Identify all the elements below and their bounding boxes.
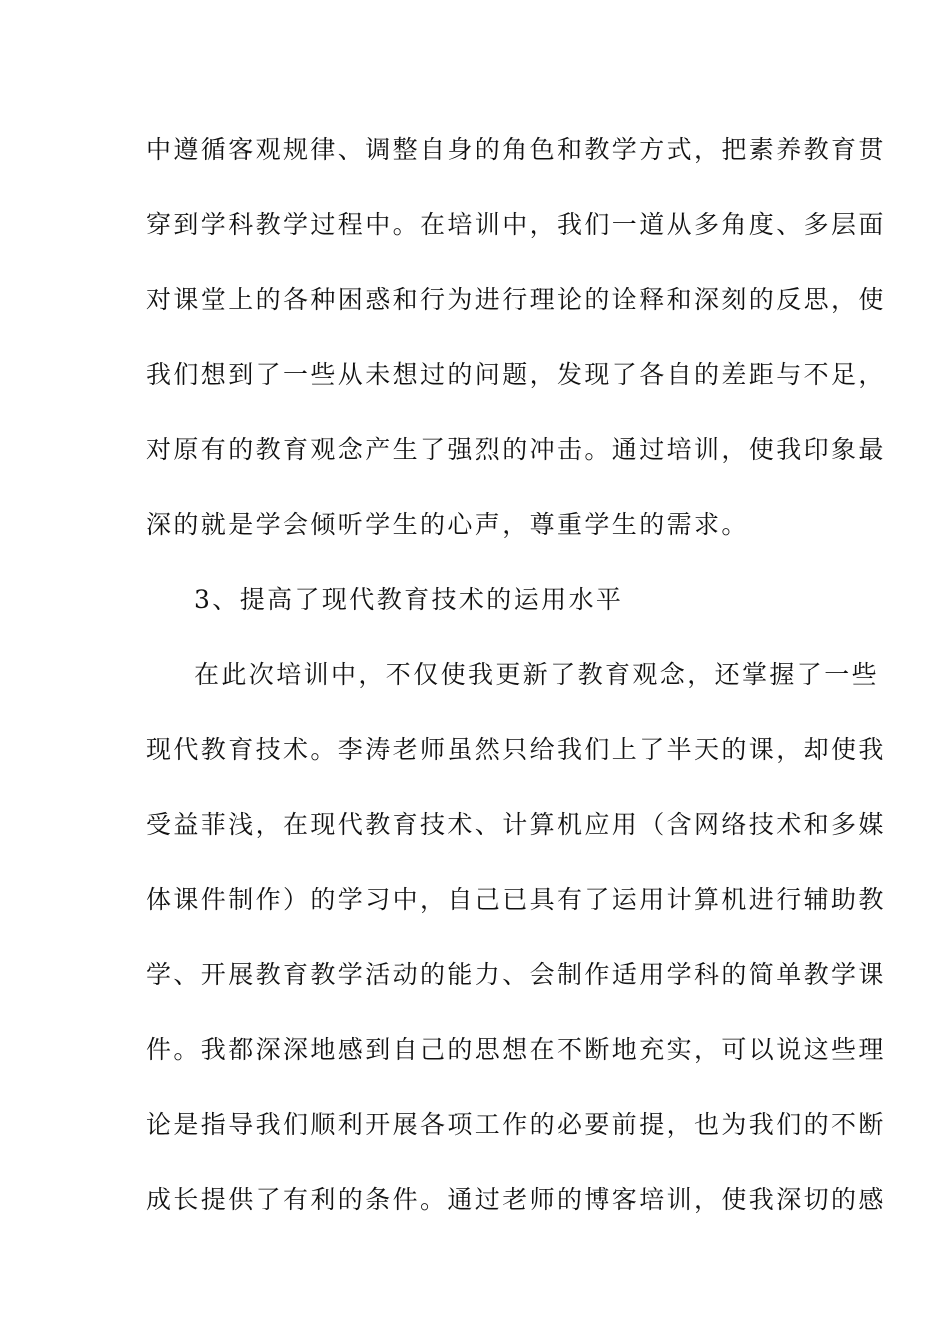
text-line: 现代教育技术。李涛老师虽然只给我们上了半天的课，却使我 [146,735,886,764]
text-line: 受益菲浅，在现代教育技术、计算机应用（含网络技术和多媒 [146,810,886,839]
text-line: 在此次培训中，不仅使我更新了教育观念，还掌握了一些 [194,660,880,689]
text-line: 穿到学科教学过程中。在培训中，我们一道从多角度、多层面 [146,210,886,239]
text-line: 成长提供了有利的条件。通过老师的博客培训，使我深切的感 [146,1185,886,1214]
text-line: 论是指导我们顺利开展各项工作的必要前提，也为我们的不断 [146,1110,886,1139]
text-line: 件。我都深深地感到自己的思想在不断地充实，可以说这些理 [146,1035,886,1064]
text-line: 对原有的教育观念产生了强烈的冲击。通过培训，使我印象最 [146,435,886,464]
text-line: 学、开展教育教学活动的能力、会制作适用学科的简单教学课 [146,960,886,989]
section-heading: 3、提高了现代教育技术的运用水平 [194,585,624,614]
text-line: 体课件制作）的学习中，自己已具有了运用计算机进行辅助教 [146,885,886,914]
text-line: 对课堂上的各种困惑和行为进行理论的诠释和深刻的反思，使 [146,285,886,314]
text-line: 我们想到了一些从未想过的问题，发现了各自的差距与不足， [146,360,886,389]
text-line: 中遵循客观规律、调整自身的角色和教学方式，把素养教育贯 [146,135,886,164]
text-line: 深的就是学会倾听学生的心声，尊重学生的需求。 [146,510,749,539]
